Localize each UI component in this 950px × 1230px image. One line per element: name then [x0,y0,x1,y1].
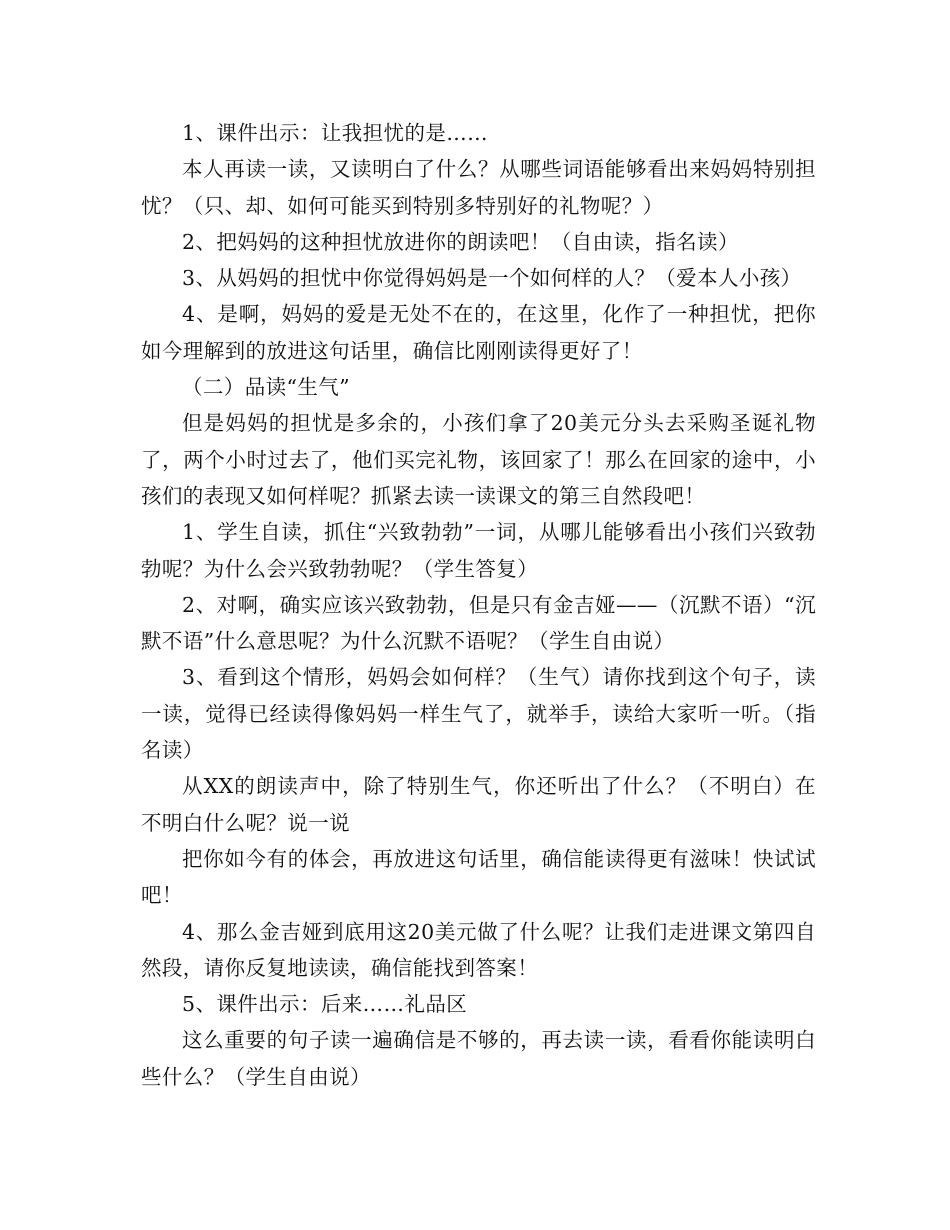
paragraph-8: 1、学生自读，抓住“兴致勃勃”一词，从哪儿能够看出小孩们兴致勃勃呢？为什么会兴致勃勃呢？（学生答复） [141,520,816,581]
section-heading: （二）品读“生气” [182,375,351,400]
paragraph-11: 从XX的朗读声中，除了特别生气，你还听出了什么？（不明白）在不明白什么呢？说一说 [141,774,816,835]
paragraph-15: 这么重要的句子读一遍确信是不够的，再去读一读，看看你能读明白些什么？（学生自由说） [141,1028,816,1089]
paragraph-7: 但是妈妈的担忧是多余的，小孩们拿了20美元分头去采购圣诞礼物了，两个小时过去了，他们买完礼物，该回家了！那么在回家的途中，小孩们的表现又如何样呢？抓紧去读一读课文的第三自然段吧！ [141,411,816,508]
document-body [141,115,816,1095]
paragraph-5: 4、是啊，妈妈的爱是无处不在的，在这里，化作了一种担忧，把你如今理解到的放进这句话里，确信比刚刚读得更好了！ [141,302,816,363]
paragraph-14: 5、课件出示：后来……礼品区 [182,992,468,1017]
paragraph-4: 3、从妈妈的担忧中你觉得妈妈是一个如何样的人？（爱本人小孩） [182,266,802,291]
paragraph-13: 4、那么金吉娅到底用这20美元做了什么呢？让我们走进课文第四自然段，请你反复地读读，确信能找到答案！ [141,919,816,980]
paragraph-9: 2、对啊，确实应该兴致勃勃，但是只有金吉娅——（沉默不语）“沉默不语”什么意思呢？为什么沉默不语呢？（学生自由说） [141,592,816,654]
paragraph-3: 2、把妈妈的这种担忧放进你的朗读吧！（自由读，指名读） [182,229,739,254]
paragraph-10: 3、看到这个情形，妈妈会如何样？（生气）请你找到这个句子，读一读，觉得已经读得像妈妈一样生气了，就举手，读给大家听一听。（指名读） [141,665,816,763]
paragraph-12: 把你如今有的体会，再放进这句话里，确信能读得更有滋味！快试试吧！ [141,846,816,908]
paragraph-1: 1、课件出示：让我担忧的是…… [182,121,489,145]
paragraph-2: 本人再读一读，又读明白了什么？从哪些词语能够看出来妈妈特别担忧？（只、却、如何可能买到特别多特别好的礼物呢？） [141,157,816,218]
